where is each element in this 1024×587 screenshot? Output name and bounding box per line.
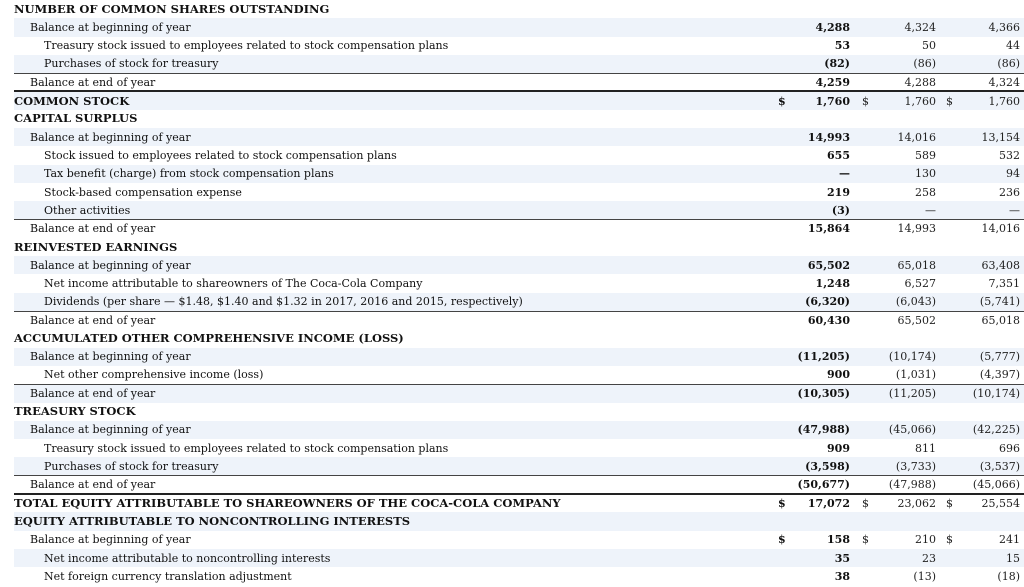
row-label: NUMBER OF COMMON SHARES OUTSTANDING [14,1,330,16]
cell-value: (10,174) [972,387,1020,401]
value-2015 [942,274,1024,292]
cell-value: 53 [834,39,850,53]
cell-value: 4,324 [988,75,1020,89]
value-2017 [774,274,858,292]
cell-value: (5,741) [979,295,1020,309]
cell-value: — [1009,203,1020,217]
currency-symbol: $ [778,497,786,511]
value-2017 [774,421,858,439]
row-label: TREASURY STOCK [14,404,136,419]
cell-value: (47,988) [797,423,850,437]
table-row [14,549,1024,567]
row-label: Balance at beginning of year [14,256,774,274]
cell-value: 15 [1006,551,1020,565]
value-2016 [858,128,942,146]
value-2017 [774,201,858,219]
currency-symbol: $ [862,94,869,108]
value-2015 [942,403,1024,421]
value-2017 [774,146,858,164]
table-row [14,476,1024,494]
cell-value: 696 [999,441,1020,455]
table-row [14,384,1024,402]
table-row [14,293,1024,311]
section-header-row [14,0,1024,18]
value-2015 [942,220,1024,238]
table-row [14,256,1024,274]
value-2016 [858,549,942,567]
value-2015 [942,329,1024,347]
cell-value: 6,527 [904,277,936,291]
cell-value: 38 [834,569,850,583]
cell-value: 130 [915,167,936,181]
cell-value: (10,174) [888,350,936,364]
value-2016 [858,165,942,183]
cell-value: (11,205) [888,387,936,401]
cell-value: 589 [915,149,936,163]
value-2017 [774,311,858,329]
value-2017 [774,494,858,512]
table-row [14,421,1024,439]
cell-value: 23 [922,551,936,565]
value-2016 [858,37,942,55]
table-row [14,183,1024,201]
value-2016 [858,348,942,366]
cell-value: 17,072 [807,497,850,511]
cell-value: (13) [913,569,936,583]
cell-value: 655 [827,149,850,163]
value-2016 [858,146,942,164]
equity-table-body [14,0,1024,586]
value-2017 [774,73,858,91]
value-2015 [942,366,1024,384]
cell-value: (86) [997,57,1020,71]
row-label: Dividends (per share — $1.48, $1.40 and $1.32 in 2017, 2016 and 2015, respectively) [14,293,774,311]
value-2017 [774,293,858,311]
row-label: Net other comprehensive income (loss) [44,368,264,382]
value-2015 [942,476,1024,494]
cell-value: (18) [997,569,1020,583]
row-label: Balance at beginning of year [14,421,774,439]
value-2016 [858,110,942,128]
value-2015 [942,55,1024,73]
cell-value: 4,259 [815,75,850,89]
value-2015 [942,201,1024,219]
value-2016 [858,366,942,384]
currency-symbol: $ [946,533,953,547]
value-2015 [942,37,1024,55]
value-2015 [942,531,1024,549]
value-2016 [858,274,942,292]
value-2016 [858,476,942,494]
row-label: Other activities [14,201,774,219]
cell-value: 1,760 [988,94,1020,108]
value-2017 [774,220,858,238]
value-2017 [774,512,858,530]
cell-value: 158 [827,533,850,547]
cell-value: 1,760 [815,94,850,108]
cell-value: 25,554 [981,497,1020,511]
cell-value: 236 [999,185,1020,199]
cell-value: 909 [827,441,850,455]
table-row [14,220,1024,238]
currency-symbol: $ [946,94,953,108]
value-2015 [942,567,1024,585]
table-row [14,366,1024,384]
value-2017 [774,165,858,183]
value-2017 [774,128,858,146]
cell-value: 532 [999,149,1020,163]
row-label: Net foreign currency translation adjustment [44,569,292,583]
cell-value: 258 [915,185,936,199]
value-2017 [774,238,858,256]
value-2016 [858,329,942,347]
row-label: Balance at beginning of year [14,128,774,146]
currency-symbol: $ [862,533,869,547]
value-2016 [858,293,942,311]
row-label: Purchases of stock for treasury [14,457,774,475]
value-2017 [774,91,858,109]
row-label: REINVESTED EARNINGS [14,239,178,254]
value-2015 [942,0,1024,18]
value-2017 [774,567,858,585]
table-row [14,146,1024,164]
cell-value: 4,288 [904,75,936,89]
cell-value: 4,366 [988,20,1020,34]
cell-value: (4,397) [979,368,1020,382]
cell-value: 60,430 [807,313,850,327]
row-label: Stock issued to employees related to stock compensation plans [44,149,397,163]
value-2016 [858,457,942,475]
table-row [14,274,1024,292]
currency-symbol: $ [862,497,869,511]
table-row [14,457,1024,475]
row-label: Treasury stock issued to employees related to stock compensation plans [44,39,449,53]
value-2015 [942,348,1024,366]
row-label: Net income attributable to noncontrolling interests [14,549,774,567]
value-2017 [774,348,858,366]
table-row [14,201,1024,219]
row-label: TOTAL EQUITY ATTRIBUTABLE TO SHAREOWNERS OF THE COCA-COLA COMPANY [14,494,774,512]
value-2017 [774,37,858,55]
equity-table [14,0,1024,586]
section-header-row [14,329,1024,347]
value-2015 [942,494,1024,512]
cell-value: (1,031) [895,368,936,382]
row-label: EQUITY ATTRIBUTABLE TO NONCONTROLLING INTERESTS [14,512,774,530]
value-2016 [858,91,942,109]
table-row [14,128,1024,146]
row-label: Stock-based compensation expense [44,185,242,199]
value-2015 [942,91,1024,109]
value-2015 [942,512,1024,530]
value-2016 [858,183,942,201]
cell-value: 14,993 [807,130,850,144]
row-label: Balance at end of year [14,73,774,91]
value-2016 [858,18,942,36]
table-row [14,55,1024,73]
value-2017 [774,329,858,347]
value-2017 [774,384,858,402]
cell-value: 65,502 [807,258,850,272]
row-label: Balance at end of year [14,384,774,402]
cell-value: (3,537) [979,459,1020,473]
value-2016 [858,311,942,329]
value-2015 [942,238,1024,256]
cell-value: 14,016 [981,222,1020,236]
value-2016 [858,494,942,512]
value-2015 [942,293,1024,311]
row-label: Balance at beginning of year [14,348,774,366]
table-row [14,567,1024,585]
value-2015 [942,457,1024,475]
value-2015 [942,146,1024,164]
value-2017 [774,549,858,567]
table-row [14,531,1024,549]
value-2016 [858,238,942,256]
cell-value: 1,248 [815,277,850,291]
section-header-row [14,91,1024,109]
value-2017 [774,55,858,73]
value-2016 [858,439,942,457]
cell-value: (3,598) [805,459,850,473]
value-2015 [942,384,1024,402]
cell-value: 1,760 [904,94,936,108]
value-2017 [774,366,858,384]
value-2015 [942,128,1024,146]
cell-value: 23,062 [897,497,936,511]
cell-value: 50 [922,39,936,53]
cell-value: (45,066) [888,423,936,437]
row-label: CAPITAL SURPLUS [14,111,138,126]
section-header-row [14,403,1024,421]
row-label: Treasury stock issued to employees related to stock compensation plans [44,441,449,455]
cell-value: 7,351 [988,277,1020,291]
table-row [14,18,1024,36]
value-2015 [942,421,1024,439]
value-2016 [858,220,942,238]
table-row [14,439,1024,457]
value-2016 [858,567,942,585]
row-label: ACCUMULATED OTHER COMPREHENSIVE INCOME (LOSS) [14,330,404,345]
value-2015 [942,183,1024,201]
value-2015 [942,256,1024,274]
row-label: Tax benefit (charge) from stock compensation plans [14,165,774,183]
value-2016 [858,73,942,91]
value-2017 [774,0,858,18]
cell-value: 65,502 [897,313,936,327]
value-2017 [774,531,858,549]
value-2016 [858,0,942,18]
row-label: COMMON STOCK [14,91,774,109]
section-header-row [14,512,1024,530]
cell-value: 15,864 [807,222,850,236]
section-header-row [14,238,1024,256]
cell-value: 65,018 [981,313,1020,327]
table-row [14,348,1024,366]
value-2015 [942,549,1024,567]
value-2017 [774,403,858,421]
cell-value: 14,016 [897,130,936,144]
table-row [14,165,1024,183]
value-2016 [858,201,942,219]
table-row [14,37,1024,55]
cell-value: 94 [1006,167,1020,181]
currency-symbol: $ [778,94,786,108]
cell-value: 811 [915,441,936,455]
cell-value: (11,205) [797,350,850,364]
value-2017 [774,439,858,457]
value-2017 [774,476,858,494]
cell-value: 210 [915,533,936,547]
cell-value: (3) [831,203,850,217]
value-2016 [858,384,942,402]
value-2015 [942,73,1024,91]
value-2017 [774,183,858,201]
cell-value: (47,988) [888,478,936,492]
cell-value: 65,018 [897,258,936,272]
cell-value: 63,408 [981,258,1020,272]
value-2016 [858,512,942,530]
cell-value: (86) [913,57,936,71]
value-2015 [942,311,1024,329]
cell-value: 4,288 [815,20,850,34]
cell-value: 900 [827,368,850,382]
value-2017 [774,110,858,128]
row-label: Balance at end of year [14,220,774,238]
value-2016 [858,256,942,274]
cell-value: — [925,203,936,217]
value-2017 [774,256,858,274]
cell-value: 4,324 [904,20,936,34]
cell-value: 35 [834,551,850,565]
value-2016 [858,403,942,421]
value-2015 [942,18,1024,36]
value-2015 [942,439,1024,457]
value-2017 [774,18,858,36]
cell-value: 219 [827,185,850,199]
cell-value: (6,043) [895,295,936,309]
cell-value: (42,225) [972,423,1020,437]
value-2016 [858,421,942,439]
cell-value: (50,677) [797,478,850,492]
cell-value: (45,066) [972,478,1020,492]
row-label: Purchases of stock for treasury [14,55,774,73]
row-label: Balance at beginning of year [14,18,774,36]
cell-value: 14,993 [897,222,936,236]
table-row [14,311,1024,329]
value-2015 [942,165,1024,183]
currency-symbol: $ [946,497,953,511]
section-header-row [14,494,1024,512]
value-2016 [858,531,942,549]
currency-symbol: $ [778,533,786,547]
row-label: Balance at end of year [14,311,774,329]
cell-value: — [839,167,850,181]
row-label: Balance at beginning of year [30,533,191,547]
cell-value: (10,305) [797,387,850,401]
cell-value: (82) [824,57,850,71]
cell-value: (3,733) [895,459,936,473]
value-2015 [942,110,1024,128]
row-label: Net income attributable to shareowners of The Coca-Cola Company [44,277,423,291]
value-2016 [858,55,942,73]
row-label: Balance at end of year [14,476,774,494]
section-header-row [14,110,1024,128]
table-row [14,73,1024,91]
cell-value: (6,320) [805,295,850,309]
cell-value: 13,154 [981,130,1020,144]
cell-value: (5,777) [979,350,1020,364]
cell-value: 241 [999,533,1020,547]
value-2017 [774,457,858,475]
cell-value: 44 [1006,39,1020,53]
